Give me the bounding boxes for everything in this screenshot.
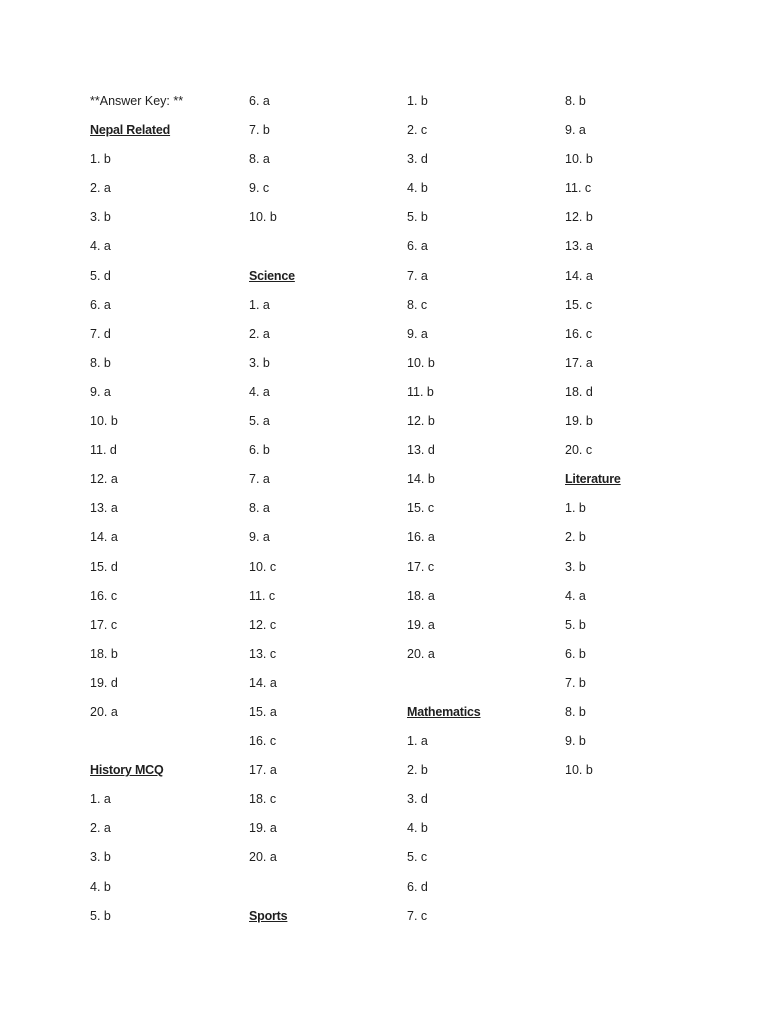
answer-line: 5. d — [90, 268, 111, 283]
answer-line: 9. a — [90, 384, 111, 399]
answer-line: 15. d — [90, 559, 118, 574]
answer-line: 2. b — [407, 763, 428, 778]
answer-line: 6. a — [90, 297, 111, 312]
answer-line: 18. d — [565, 384, 593, 399]
answer-line: 16. c — [249, 734, 277, 749]
answer-line: 7. d — [90, 326, 111, 341]
answer-line: 4. b — [407, 181, 428, 196]
answer-line: 14. a — [249, 675, 277, 690]
answer-line: 15. a — [249, 704, 277, 719]
answer-line: 2. c — [407, 123, 428, 138]
answer-line: 14. a — [565, 268, 593, 283]
answer-line: 9. a — [565, 123, 586, 138]
answer-line: 7. c — [407, 908, 428, 923]
answer-line: 3. b — [565, 559, 586, 574]
answer-line: 3. b — [90, 210, 111, 225]
answer-line: 5. b — [90, 908, 111, 923]
answer-line: 3. d — [407, 152, 428, 167]
answer-line: 18. a — [407, 588, 435, 603]
answer-line: 13. a — [565, 239, 593, 254]
answer-line: 10. b — [565, 763, 593, 778]
answer-line: 8. b — [565, 704, 586, 719]
answer-line: 8. b — [90, 355, 111, 370]
answer-line: 7. b — [249, 123, 270, 138]
answer-line: 7. a — [407, 268, 428, 283]
answer-column-1 — [90, 91, 240, 935]
answer-line: 1. b — [407, 94, 428, 108]
answer-line: 7. b — [565, 675, 586, 690]
answer-line: 15. c — [565, 297, 593, 312]
answer-line: 1. a — [249, 297, 270, 312]
answer-line: 16. a — [407, 530, 435, 545]
blank-line — [407, 673, 557, 702]
answer-line: 4. a — [249, 384, 270, 399]
answer-line: 20. a — [407, 646, 435, 661]
section-heading: Nepal Related — [90, 123, 171, 138]
answer-line: 17. a — [249, 763, 277, 778]
answer-line: 20. a — [249, 850, 277, 865]
answer-line: 1. b — [565, 501, 586, 516]
answer-line: 1. a — [407, 734, 428, 749]
blank-line — [249, 877, 399, 906]
section-heading: Sports — [249, 908, 288, 923]
answer-column-3 — [407, 91, 557, 935]
answer-line: 8. a — [249, 152, 270, 167]
answer-line: 11. c — [249, 588, 276, 603]
answer-line: 3. b — [90, 850, 111, 865]
answer-line: 13. d — [407, 443, 435, 458]
answer-line: 10. b — [249, 210, 277, 225]
answer-line: 5. a — [249, 414, 270, 429]
document-title: **Answer Key: ** — [90, 94, 184, 108]
answer-line: 4. a — [565, 588, 586, 603]
answer-line: 10. b — [407, 355, 435, 370]
answer-line: 9. b — [565, 734, 586, 749]
answer-line: 5. b — [407, 210, 428, 225]
answer-line: 12. b — [565, 210, 593, 225]
answer-line: 4. b — [90, 879, 111, 894]
section-heading: Science — [249, 268, 295, 283]
section-heading: History MCQ — [90, 763, 164, 778]
answer-line: 2. a — [249, 326, 270, 341]
answer-line: 2. a — [90, 821, 111, 836]
answer-line: 19. a — [407, 617, 435, 632]
answer-line: 10. b — [90, 414, 118, 429]
answer-line: 17. a — [565, 355, 593, 370]
answer-line: 13. a — [90, 501, 118, 516]
answer-line: 11. d — [90, 443, 117, 458]
answer-line: 10. b — [565, 152, 593, 167]
answer-line: 17. c — [90, 617, 118, 632]
answer-line: 20. a — [90, 704, 118, 719]
answer-line: 19. d — [90, 675, 118, 690]
answer-line: 6. a — [407, 239, 428, 254]
answer-line: 15. c — [407, 501, 435, 516]
answer-line: 3. d — [407, 792, 428, 807]
answer-line: 18. b — [90, 646, 118, 661]
answer-line: 8. c — [407, 297, 428, 312]
section-heading: Literature — [565, 472, 621, 487]
answer-line: 6. d — [407, 879, 428, 894]
answer-line: 7. a — [249, 472, 270, 487]
answer-line: 17. c — [407, 559, 435, 574]
answer-line: 5. b — [565, 617, 586, 632]
answer-line: 12. b — [407, 414, 435, 429]
answer-line: 1. b — [90, 152, 111, 167]
answer-line: 9. c — [249, 181, 270, 196]
answer-line: 6. b — [565, 646, 586, 661]
answer-line: 9. a — [249, 530, 270, 545]
answer-column-4 — [565, 91, 715, 789]
answer-line: 8. a — [249, 501, 270, 516]
blank-line — [90, 731, 240, 760]
answer-line: 14. b — [407, 472, 435, 487]
answer-line: 5. c — [407, 850, 428, 865]
answer-line: 12. c — [249, 617, 277, 632]
answer-line: 16. c — [565, 326, 593, 341]
answer-line: 11. b — [407, 384, 434, 399]
answer-line: 19. b — [565, 414, 593, 429]
answer-line: 9. a — [407, 326, 428, 341]
answer-line: 2. a — [90, 181, 111, 196]
answer-line: 11. c — [565, 181, 592, 196]
answer-column-2 — [249, 91, 399, 935]
answer-line: 2. b — [565, 530, 586, 545]
answer-line: 6. b — [249, 443, 270, 458]
answer-line: 10. c — [249, 559, 277, 574]
section-heading: Mathematics — [407, 704, 481, 719]
answer-line: 19. a — [249, 821, 277, 836]
answer-line: 4. b — [407, 821, 428, 836]
blank-line — [249, 236, 399, 265]
answer-line: 8. b — [565, 94, 586, 108]
answer-line: 16. c — [90, 588, 118, 603]
answer-line: 18. c — [249, 792, 277, 807]
answer-line: 4. a — [90, 239, 111, 254]
answer-line: 3. b — [249, 355, 270, 370]
answer-line: 12. a — [90, 472, 118, 487]
answer-line: 14. a — [90, 530, 118, 545]
answer-line: 13. c — [249, 646, 277, 661]
answer-line: 20. c — [565, 443, 593, 458]
answer-line: 6. a — [249, 94, 270, 108]
answer-line: 1. a — [90, 792, 111, 807]
